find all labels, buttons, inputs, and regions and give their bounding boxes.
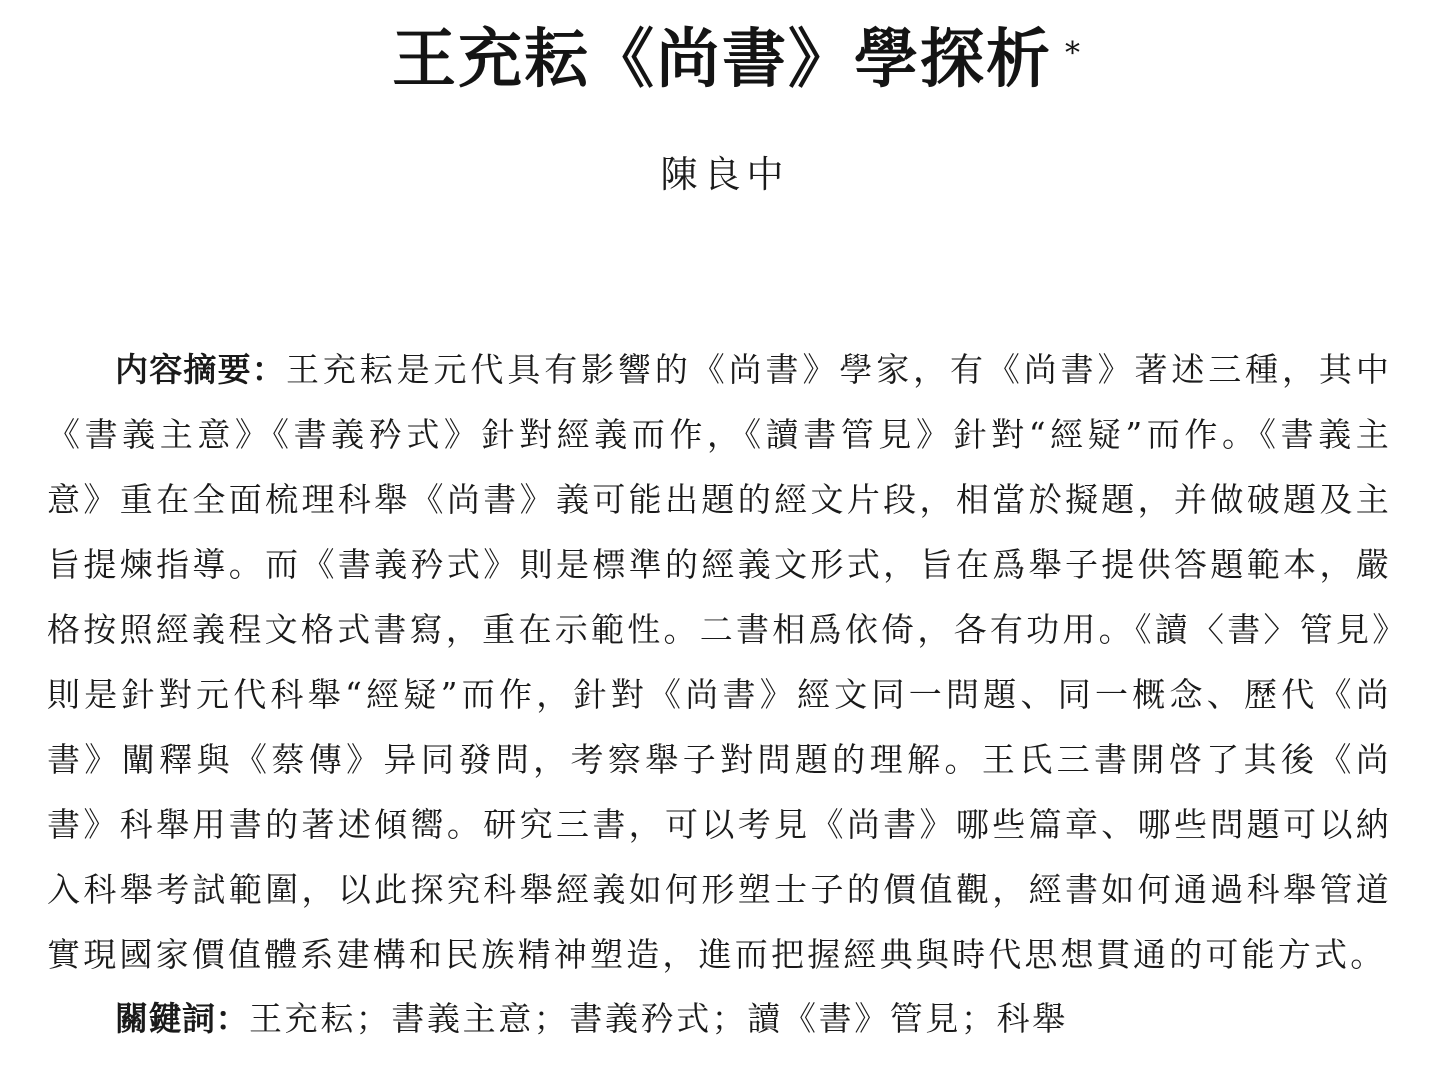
keywords-text: 王充耘；書義主意；書義矜式；讀《書》管見；科舉 [249, 999, 1068, 1038]
keywords-line [115, 986, 1385, 1051]
paper-title-text: 王充耘《尚書》學探析 [392, 23, 1052, 97]
abstract-label: 内容摘要： [115, 350, 286, 389]
paper-title [392, 22, 1082, 98]
author-name: 陳良中 [660, 153, 790, 196]
title-row [0, 22, 1444, 98]
keywords-label: 關鍵詞： [115, 999, 249, 1038]
title-footnote-mark: * [1065, 36, 1082, 71]
abstract-text: 王充耘是元代具有影響的《尚書》學家，有《尚書》著述三種，其中《書義主意》《書義矜式》針對經義而作，《讀書管見》針對“經疑”而作。《書義主意》重在全面梳理科舉《尚書》義可能出題的經文片段，相當於擬題，并做破題及主旨提煉指導。而《書義矜式》則是標準的經義文形式，旨在爲舉子提供答題範本，嚴格按照經義程文格式書寫，重在示範性。二書相爲依倚，各有功用。《讀〈書〉管見》則是針對元代科舉“經疑”而作，針對《尚書》經文同一問題、同一概念、歷代《尚書》闡釋與《蔡傳》异同發問，考察舉子對問題的理解。王氏三書開啓了其後《尚書》科舉用書的著述傾嚮。研究三書，可以考見《尚書》哪些篇章、哪些問題可以納入科舉考試範圍，以此探究科舉經義如何形塑士子的價值觀，經書如何通過科舉管道實現國家價值體系建構和民族精神塑造，進而把握經典與時代思想貫通的可能方式。 [47, 350, 1393, 974]
abstract-paragraph [47, 337, 1392, 987]
